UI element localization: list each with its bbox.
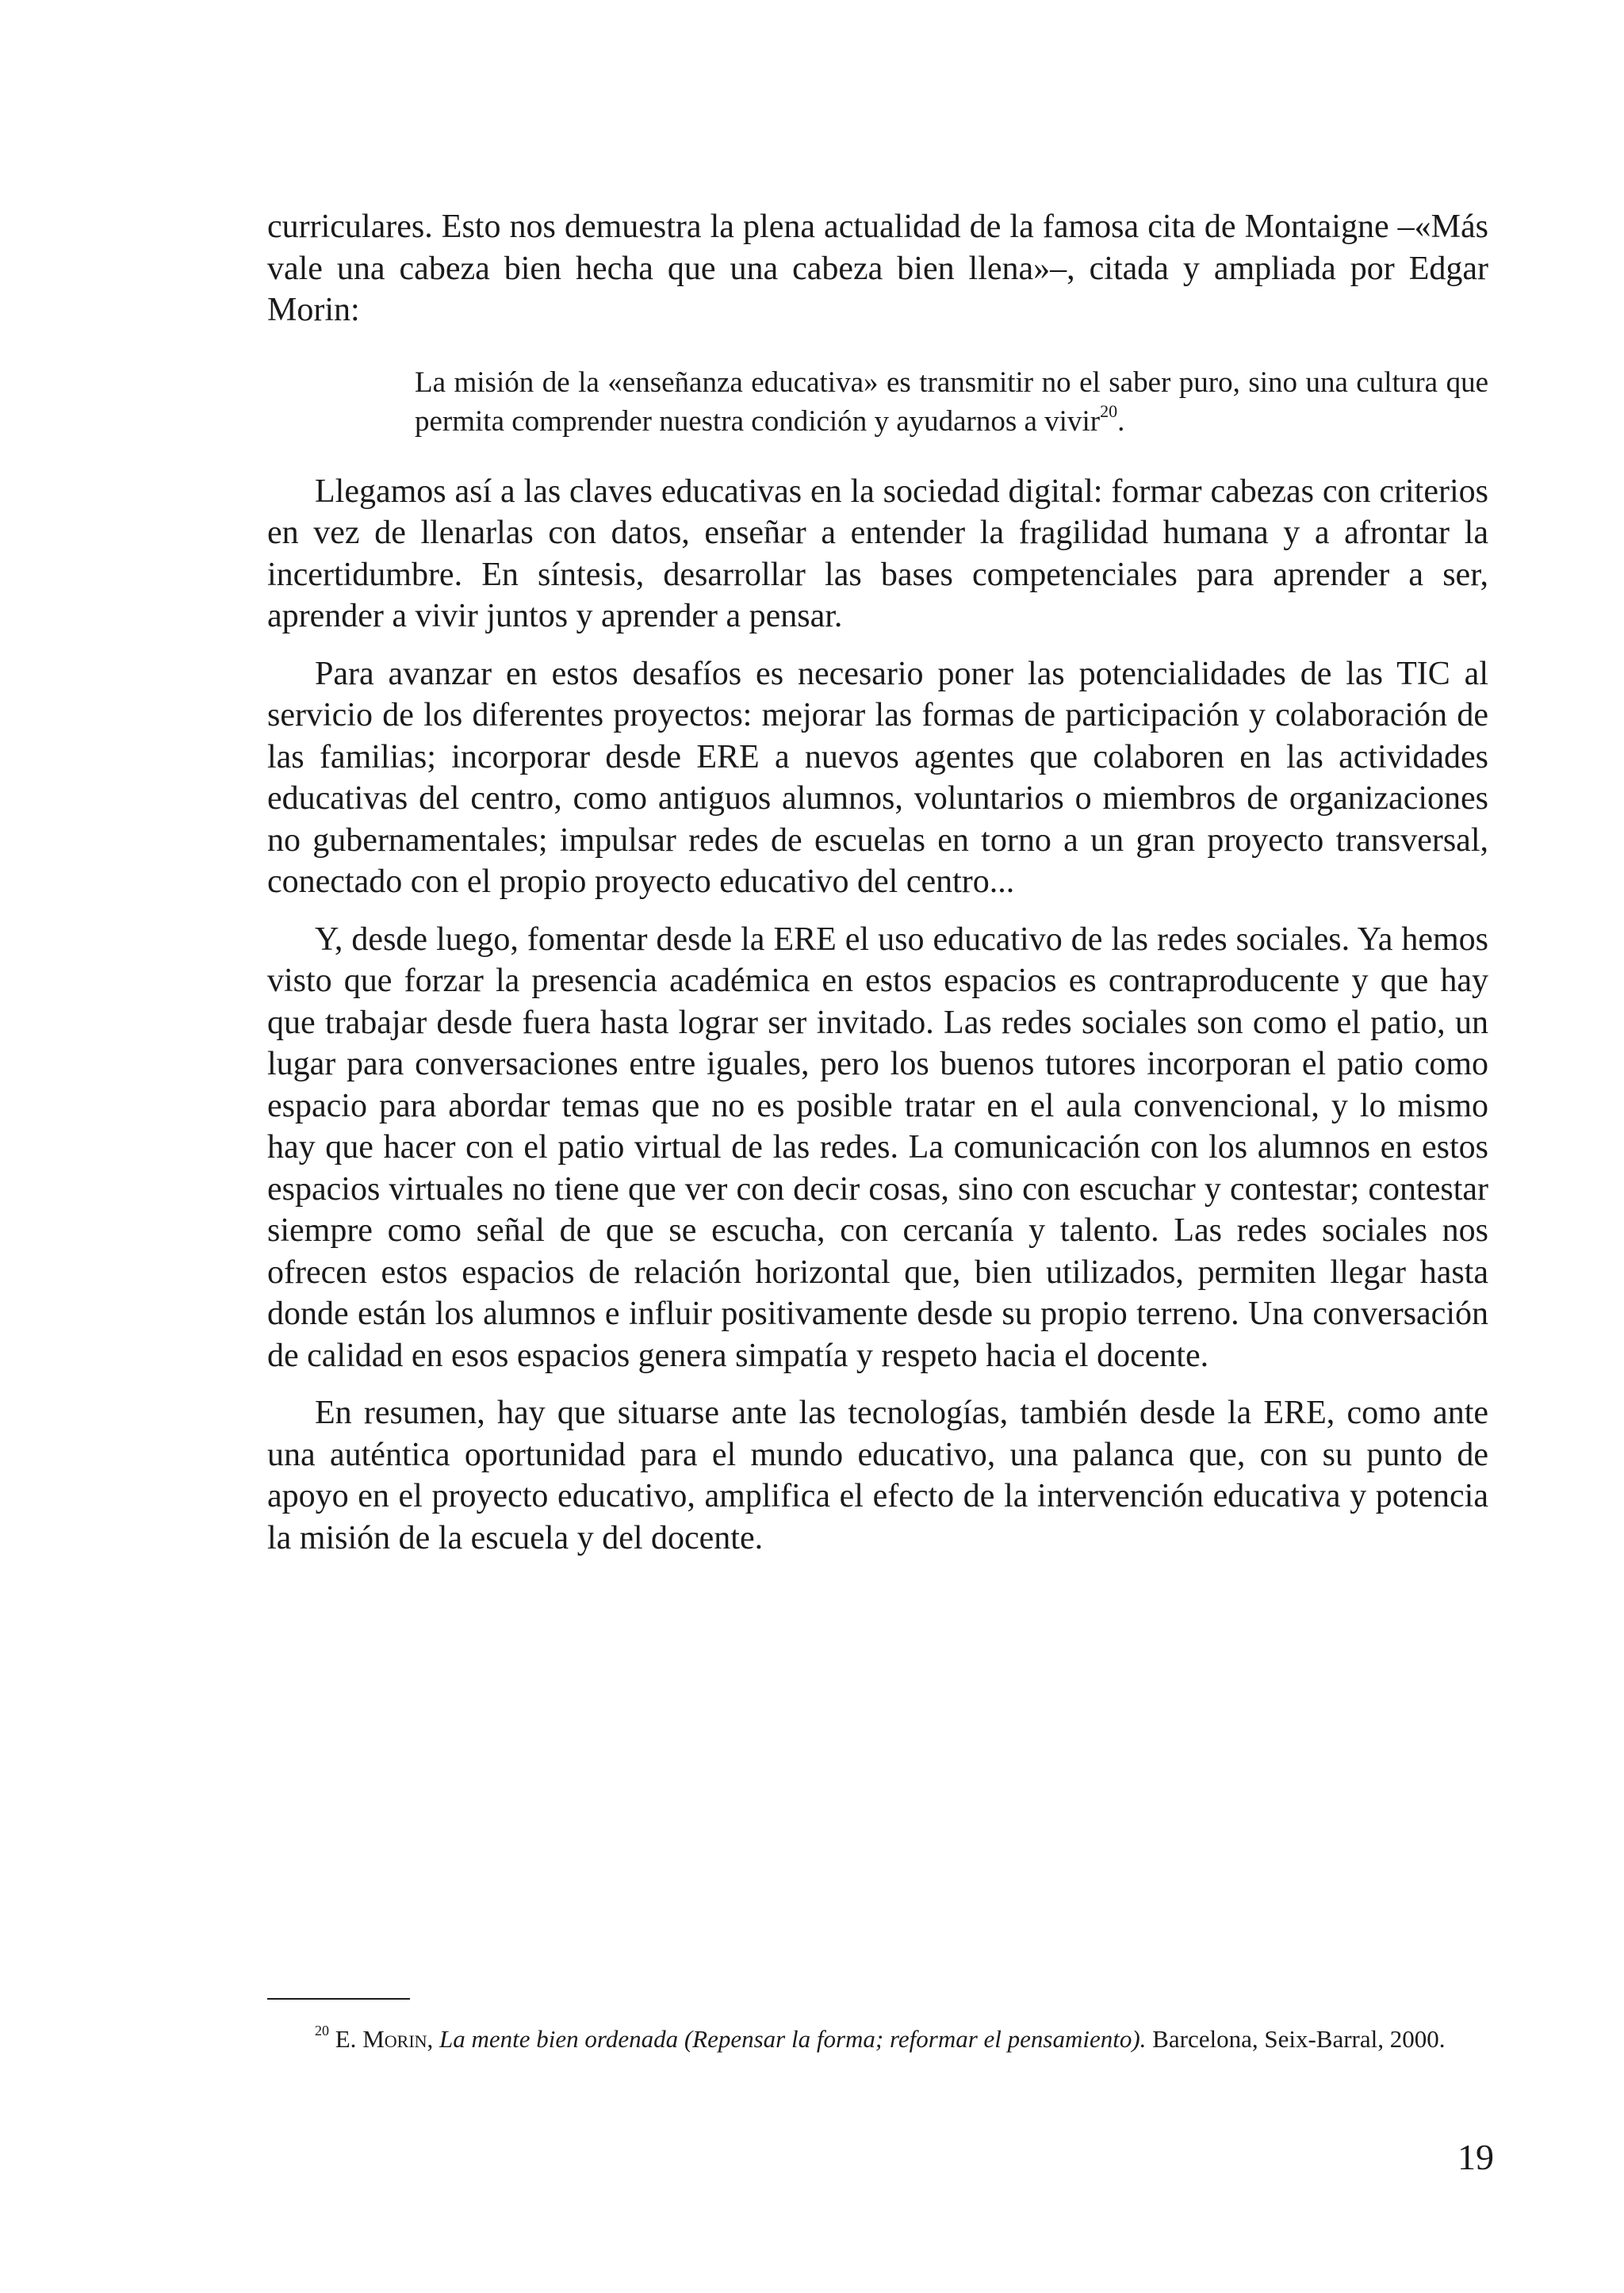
- paragraph-5: En resumen, hay que situarse ante las tecnologías, también desde la ERE, como ante una auténtica oportunidad para el mundo educativo, una palanca que, con su punto de apoyo en el proyecto educativo, amplifica el efecto de la intervención educativa y potencia la misión de la escuela y del docente.: [267, 1395, 1488, 1556]
- footnote-author-initial: E.: [335, 2025, 363, 2053]
- footnote-number: 20: [315, 2022, 329, 2038]
- quote-text: La misión de la «enseñanza educativa» es transmitir no el saber puro, sino una cultura que permita comprender nuestra condición y ayudarnos a vivir: [415, 366, 1488, 438]
- quote-footnote-ref[interactable]: 20: [1100, 401, 1118, 422]
- footnote-publisher: Barcelona, Seix-Barral, 2000.: [1146, 2025, 1446, 2053]
- body-text: [267, 206, 1488, 1559]
- footnote: [267, 2023, 1488, 2056]
- paragraph-1: curriculares. Esto nos demuestra la plena actualidad de la famosa cita de Montaigne –«Más vale una cabeza bien hecha que una cabeza bien llena»–, citada y ampliada por Edgar Morin:: [267, 209, 1488, 328]
- footnote-author-surname: Morin: [362, 2025, 427, 2053]
- block-quote: [415, 363, 1488, 441]
- footnote-divider: [267, 1998, 410, 2000]
- page-number: 19: [1457, 2137, 1494, 2177]
- paragraph-3: Para avanzar en estos desafíos es necesario poner las potencialidades de las TIC al servicio de los diferentes proyectos: mejorar las formas de participación y colaboración de las familias; incorporar desde ERE a nuevos agentes que colaboren en las actividades educativas del centro, como antiguos alumnos, voluntarios o miembros de organizaciones no gubernamentales; impulsar redes de escuelas en torno a un gran proyecto transversal, conectado con el propio proyecto educativo del centro...: [267, 655, 1488, 900]
- paragraph-4: Y, desde luego, fomentar desde la ERE el uso educativo de las redes sociales. Ya hemos visto que forzar la presencia académica en estos espacios es contraproducente y que hay que trabajar desde fuera hasta lograr ser invitado. Las redes sociales son como el patio, un lugar para conversaciones entre iguales, pero los buenos tutores incorporan el patio como espacio para abordar temas que no es posible tratar en el aula convencional, y lo mismo hay que hacer con el patio virtual de las redes. La comunicación con los alumnos en estos espacios virtuales no tiene que ver con decir cosas, sino con escuchar y contestar; contestar siempre como señal de que se escucha, con cercanía y talento. Las redes sociales nos ofrecen estos espacios de relación horizontal que, bien utilizados, permiten llegar hasta donde están los alumnos e influir positivamente desde su propio terreno. Una conversación de calidad en esos espacios genera simpatía y respeto hacia el docente.: [267, 921, 1488, 1374]
- paragraph-2: Llegamos así a las claves educativas en la sociedad digital: formar cabezas con criterios en vez de llenarlas con datos, enseñar a entender la fragilidad humana y a afrontar la incertidumbre. En síntesis, desarrollar las bases competenciales para aprender a ser, aprender a vivir juntos y aprender a pensar.: [267, 473, 1488, 634]
- quote-end: .: [1117, 404, 1125, 438]
- footnote-title: La mente bien ordenada (Repensar la forma; reformar el pensamiento).: [439, 2025, 1147, 2053]
- footnote-separator: ,: [427, 2025, 440, 2053]
